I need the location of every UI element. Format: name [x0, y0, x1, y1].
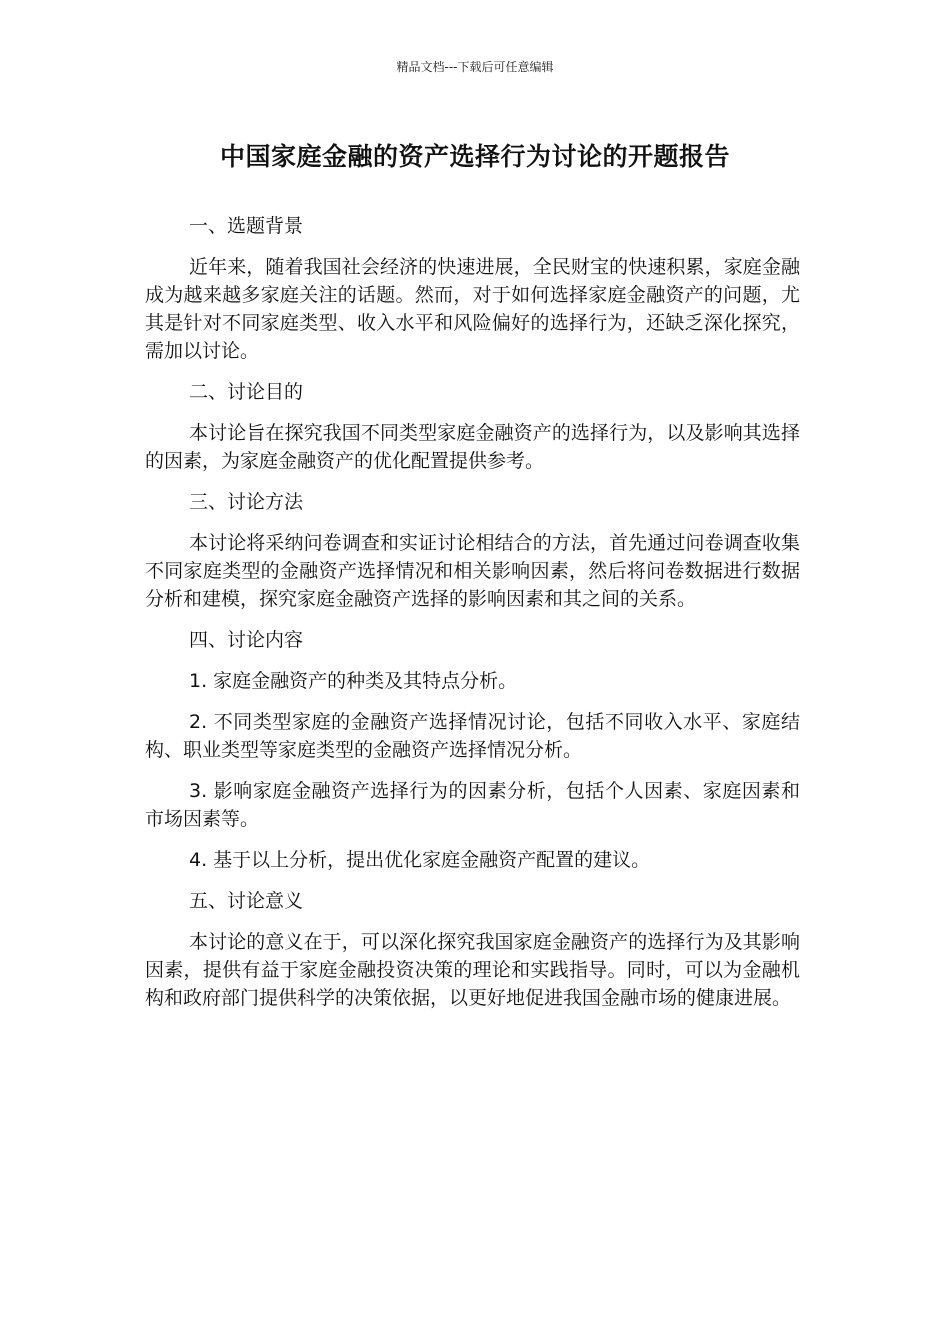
- paragraph-purpose: 本讨论旨在探究我国不同类型家庭金融资产的选择行为，以及影响其选择的因素，为家庭金融资产的优化配置提供参考。: [145, 422, 800, 472]
- content-item-3: 3. 影响家庭金融资产选择行为的因素分析，包括个人因素、家庭因素和市场因素等。: [145, 780, 800, 830]
- content-item-2: 2. 不同类型家庭的金融资产选择情况讨论，包括不同收入水平、家庭结构、职业类型等家庭类型的金融资产选择情况分析。: [145, 711, 800, 761]
- section-heading-purpose: 二、讨论目的: [189, 381, 304, 403]
- section-heading-significance: 五、讨论意义: [189, 890, 304, 912]
- section-heading-method: 三、讨论方法: [189, 491, 304, 513]
- content-item-1: 1. 家庭金融资产的种类及其特点分析。: [189, 670, 518, 692]
- paragraph-background: 近年来，随着我国社会经济的快速进展，全民财宝的快速积累，家庭金融成为越来越多家庭关注的话题。然而，对于如何选择家庭金融资产的问题，尤其是针对不同家庭类型、收入水平和风险偏好的选择行为，还缺乏深化探究，需加以讨论。: [145, 256, 800, 362]
- document-title: 中国家庭金融的资产选择行为讨论的开题报告: [219, 142, 730, 171]
- section-heading-content: 四、讨论内容: [189, 629, 304, 651]
- content-item-4: 4. 基于以上分析，提出优化家庭金融资产配置的建议。: [189, 849, 651, 871]
- section-heading-background: 一、选题背景: [189, 215, 304, 237]
- document-body: [145, 212, 800, 1025]
- paragraph-method: 本讨论将采纳问卷调查和实证讨论相结合的方法，首先通过问卷调查收集不同家庭类型的金融资产选择情况和相关影响因素，然后将问卷数据进行数据分析和建模，探究家庭金融资产选择的影响因素和其之间的关系。: [145, 532, 800, 610]
- header-note: 精品文档---下载后可任意编辑: [396, 60, 554, 74]
- paragraph-significance: 本讨论的意义在于，可以深化探究我国家庭金融资产的选择行为及其影响因素，提供有益于家庭金融投资决策的理论和实践指导。同时，可以为金融机构和政府部门提供科学的决策依据，以更好地促进我国金融市场的健康进展。: [145, 931, 800, 1009]
